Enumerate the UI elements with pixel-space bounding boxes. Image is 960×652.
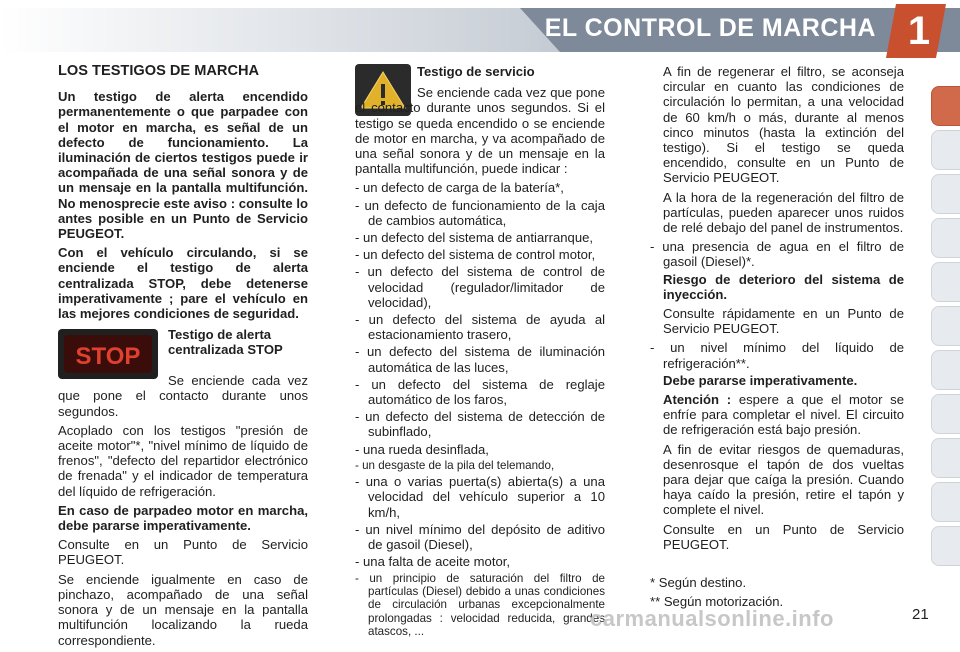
column-right <box>650 64 904 556</box>
chapter-tab[interactable] <box>931 394 960 434</box>
stop-warning: Con el vehículo circulando, si se enciende el testigo de alerta centralizada STOP, debe detenerse imperativamente ; pare el vehículo en las mejores condiciones de seguridad. <box>58 245 308 322</box>
stop-icon-text: STOP <box>75 343 141 371</box>
watermark: carmanualsonline.info <box>590 606 834 631</box>
chapter-tab[interactable] <box>931 218 960 258</box>
regenerate-text: A fin de regenerar el filtro, se aconseja circular en cuanto las condiciones de circulación lo permitan, a una velocidad de 60 km/h o más, durante al menos cinco minutos (hasta la extinción del testigo). Si el testigo se queda encendido, consulte en un Punto de Servicio PEUGEOT. <box>663 64 904 186</box>
service-list-item: - una o varias puerta(s) abierta(s) a una velocidad del vehículo superior a 10 km/h, <box>355 474 606 520</box>
regeneration-noise-text: A la hora de la regeneración del filtro de partículas, pueden aparecer unos ruidos de relé debajo del panel de instrumentos. <box>663 189 904 236</box>
chapter-tab[interactable] <box>931 438 960 478</box>
risk-warning: Riesgo de deterioro del sistema de inyección. <box>663 271 904 302</box>
water-text: una presencia de agua en el filtro de gasoil (Diesel)*. <box>662 239 905 270</box>
consult-quick: Consulte rápidamente en un Punto de Servicio PEUGEOT. <box>663 306 904 337</box>
column-left <box>58 64 308 652</box>
attention-label: Atención : <box>663 392 732 408</box>
section-heading: LOS TESTIGOS DE MARCHA <box>58 63 260 79</box>
service-list-item-text: un defecto del sistema de control de velocidad (regulador/limitador de velocidad), <box>367 264 606 310</box>
service-list-item-text: un defecto del sistema de antiarranque, <box>363 230 594 246</box>
service-list <box>355 180 605 638</box>
must-stop: Debe pararse imperativamente. <box>663 372 858 388</box>
service-list-item-text: una rueda desinflada, <box>363 441 489 457</box>
service-list-item-text: una o varias puerta(s) abierta(s) a una velocidad del vehículo superior a 10 km/h, <box>365 474 606 520</box>
service-list-item: - un defecto del sistema de control motor, <box>355 247 596 263</box>
chapter-tab[interactable] <box>931 526 960 566</box>
chapter-tab[interactable] <box>931 482 960 522</box>
chapter-tab[interactable] <box>931 350 960 390</box>
service-list-item: - una rueda desinflada, <box>355 441 489 457</box>
service-list-item-text: un nivel mínimo del depósito de aditivo de gasoil (Diesel), <box>365 521 606 553</box>
service-list-item: - un defecto del sistema de reglaje automático de los faros, <box>355 376 605 408</box>
service-list-item: - un defecto del sistema de iluminación automática de las luces, <box>355 344 606 375</box>
consult-text: Consulte en un Punto de Servicio PEUGEOT. <box>58 537 308 568</box>
page-header <box>0 0 960 62</box>
service-list-item: - un principio de saturación del filtro de partículas (Diesel) debido a unas condiciones de circulación urbanas excepcionalmente prolongadas : velocidad reducida, grandes atascos, ... <box>355 571 605 639</box>
service-list-item: - una falta de aceite motor, <box>355 554 511 570</box>
service-list-item-text: un defecto del sistema de reglaje automático de los faros, <box>368 376 605 408</box>
consult-final: Consulte en un Punto de Servicio PEUGEOT. <box>663 521 904 552</box>
service-list-item-text: un defecto del sistema de ayuda al estacionamiento trasero, <box>368 312 606 343</box>
service-list-item-text: un defecto del sistema de detección de subinflado, <box>365 409 606 440</box>
chapter-number: 1 <box>907 9 931 53</box>
acoplado-text: Acoplado con los testigos "presión de aceite motor"*, "nivel mínimo de líquido de frenos", "defecto del repartidor electrónico de frenada" y el indicador de temperatura del líquido de refrigeración. <box>58 422 308 499</box>
service-list-item-text: un defecto del sistema de iluminación automática de las luces, <box>366 344 606 375</box>
chapter-tab[interactable] <box>931 130 960 170</box>
service-list-item-text: un defecto del sistema de control motor, <box>363 247 596 263</box>
chapter-tab[interactable] <box>931 262 960 302</box>
stop-text: Se enciende cada vez que pone el contacto durante unos segundos. <box>58 373 308 419</box>
chapter-tab-active[interactable] <box>931 86 960 126</box>
column-middle <box>355 64 605 641</box>
coolant-text: un nivel mínimo del líquido de refrigeración**. <box>663 340 905 371</box>
service-list-item: - un defecto de carga de la batería*, <box>355 180 564 196</box>
stop-warning-icon <box>58 329 158 379</box>
footnote-destination: * Según destino. <box>650 575 747 590</box>
service-list-item: - un defecto de funcionamiento de la caja de cambios automática, <box>355 197 605 228</box>
service-title: Testigo de servicio <box>417 64 535 79</box>
service-list-item: - un defecto del sistema de control de velocidad (regulador/limitador de velocidad), <box>355 264 606 310</box>
page-title: EL CONTROL DE MARCHA <box>544 14 876 42</box>
service-list-item-text: un defecto de funcionamiento de la caja de cambios automática, <box>364 197 605 228</box>
service-list-item: - un defecto del sistema de detección de subinflado, <box>355 409 606 440</box>
service-text: Se enciende cada vez que pone el contacto durante unos segundos. Si el testigo se queda encendido o se enciende de motor en marcha, y va acompañado de una señal sonora y de un mensaje en la pantalla multifunción, puede indicar : <box>355 85 605 177</box>
list-item-coolant: - un nivel mínimo del líquido de refrigeración**. <box>650 340 905 371</box>
page-number: 21 <box>912 606 929 623</box>
service-list-item-text: un principio de saturación del filtro de partículas (Diesel) debido a unas condiciones de circulación urbanas excepcionalmente prolongadas : velocidad reducida, grandes atascos, ... <box>368 571 605 639</box>
puncture-text: Se enciende igualmente en caso de pinchazo, acompañado de una señal sonora y de un mensaje en la pantalla multifunción localizando la rueda correspondiente. <box>58 571 308 648</box>
blink-warning: En caso de parpadeo motor en marcha, debe pararse imperativamente. <box>58 502 308 534</box>
service-list-item: - un nivel mínimo del depósito de aditivo de gasoil (Diesel), <box>355 521 606 553</box>
stop-title: Testigo de alerta centralizada STOP <box>168 327 283 358</box>
service-list-item: - un defecto del sistema de antiarranque, <box>355 230 594 246</box>
stop-light-icon <box>58 329 158 379</box>
attention-body: espere a que el motor se enfríe para completar el nivel. El circuito de refrigeración está bajo presión. <box>663 392 905 438</box>
chapter-tab[interactable] <box>931 174 960 214</box>
list-item-water: - una presencia de agua en el filtro de gasoil (Diesel)*. <box>650 239 905 270</box>
service-list-item-text: un defecto de carga de la batería*, <box>363 180 564 196</box>
footnote-engine: ** Según motorización. <box>650 594 784 609</box>
service-list-item: - un defecto del sistema de ayuda al estacionamiento trasero, <box>355 312 606 343</box>
intro-warning: Un testigo de alerta encendido permanentemente o que parpadee con el motor en marcha, es señal de un defecto de funcionamiento. La iluminación de ciertos testigos puede ir acompañada de una señal sonora y de un mensaje en la pantalla multifunción. No menosprecie este aviso : consulte lo antes posible en un Punto de Servicio PEUGEOT. <box>58 89 308 242</box>
avoid-burns-text: A fin de evitar riesgos de quemaduras, desenrosque el tapón de dos vueltas para dejar que caíga la presión. Cuando haya caído la presión, retire el tapón y complete el nivel. <box>663 441 904 518</box>
service-list-item: - un desgaste de la pila del telemando, <box>355 458 555 472</box>
service-list-item-text: un desgaste de la pila del telemando, <box>362 458 555 472</box>
chapter-tab[interactable] <box>931 306 960 346</box>
attention-text <box>650 392 904 438</box>
service-list-item-text: una falta de aceite motor, <box>363 554 511 570</box>
